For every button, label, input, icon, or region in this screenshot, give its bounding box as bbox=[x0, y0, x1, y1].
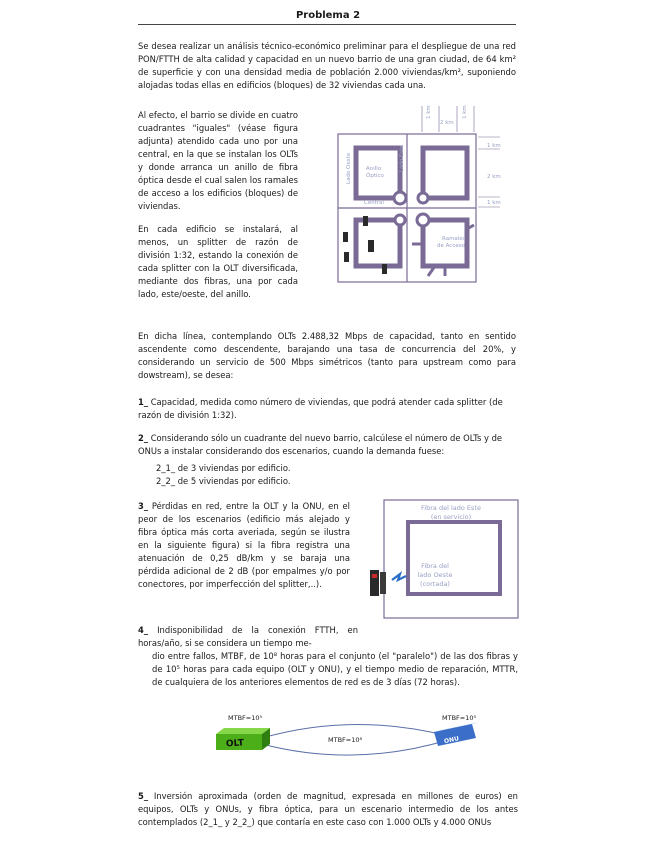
dim-1km-b: 1 km bbox=[462, 105, 468, 119]
label-anillo: Anillo bbox=[366, 166, 382, 172]
label-fibra-oeste-2: lado Oeste bbox=[417, 571, 453, 579]
question-1-number: 1_ bbox=[138, 397, 149, 407]
availability-diagram bbox=[214, 708, 496, 764]
title-rule bbox=[138, 24, 516, 25]
question-4-head bbox=[138, 624, 358, 650]
olt-label: OLT bbox=[225, 738, 245, 750]
question-2-sub-2: 2_2_ de 5 viviendas por edificio. bbox=[156, 476, 291, 486]
label-lado-oeste: Lado Oeste bbox=[346, 152, 352, 184]
label-fibra-este-1: Fibra del lado Este bbox=[421, 504, 481, 512]
question-5-text: Inversión aproximada (orden de magnitud, expresada en millones de euros) en equipos, OLTs y ONUs, y fibra óptica, para un escenario intermedio de los antes contemplados (2_1_ y 2_2_) que contaría en este caso con 1.000 OLTs y 4.000 ONUs bbox=[138, 791, 518, 827]
label-fibra-oeste-3: (cortada) bbox=[420, 580, 450, 588]
question-3-text: Pérdidas en red, entre la OLT y la ONU, en el peor de los escenarios (edificio más alejado y fibra óptica más corta averiada, según se ilustra en la siguiente figura) si la fibra registra una atenuación de 0,25 dB/km y se baraja una pérdida adicional de 2 dB (por empalmes y/o por conectores, por imperfección del splitter,..). bbox=[138, 501, 351, 589]
splitter-paragraph: En cada edificio se instalará, al menos, un splitter de razón de división 1:32, estando la conexión de cada splitter con la OLT diversificada, mediante dos fibras, una por cada lado, este/oeste, del anillo. bbox=[138, 224, 298, 299]
page-title: Problema 2 bbox=[295, 10, 361, 21]
label-central: Central bbox=[364, 200, 385, 206]
dim-1km-right-a: 1 km bbox=[487, 143, 501, 149]
label-optico: Óptico bbox=[366, 173, 384, 179]
dim-1km-a: 1 km bbox=[426, 105, 432, 119]
question-3-number: 3_ bbox=[138, 501, 149, 511]
question-2-sub-1: 2_1_ de 3 viviendas por edificio. bbox=[156, 463, 291, 473]
quadrant-diagram bbox=[330, 104, 522, 290]
question-1 bbox=[138, 396, 516, 422]
dim-1km-right-b: 1 km bbox=[487, 200, 501, 206]
question-3 bbox=[138, 500, 350, 591]
label-fibra-oeste-1: Fibra del bbox=[421, 562, 449, 570]
olt-paragraph: En dicha línea, contemplando OLTs 2.488,32 Mbps de capacidad, tanto en sentido ascendente como descendente, barajando una tasa de concurrencia del 20%, y considerando un servicio de 500 Mbps simétricos (tanto para upstream como para dowstream), se desea: bbox=[138, 331, 516, 380]
label-mtbf-onu: MTBF=10⁵ bbox=[442, 714, 477, 722]
question-2-number: 2_ bbox=[138, 433, 149, 443]
label-ramales: Ramales bbox=[442, 236, 466, 242]
question-5-number: 5_ bbox=[138, 791, 149, 801]
question-4-number: 4_ bbox=[138, 625, 149, 635]
label-mtbf-fiber: MTBF=10⁸ bbox=[328, 736, 363, 744]
dim-2km-right: 2 km bbox=[487, 174, 501, 180]
label-mtbf-olt: MTBF=10⁵ bbox=[228, 714, 263, 722]
question-4-text-b: dio entre fallos, MTBF, de 10⁸ horas para el conjunto (el "paralelo") de las dos fibras y de 10⁵ horas para cada equipo (OLT y ONU), y el tiempo medio de reparación, MTTR, de cualquiera de los anteriores elementos de red es de 3 días (72 horas). bbox=[152, 651, 518, 687]
label-lado-este: Lado Este bbox=[399, 145, 405, 172]
onu-label: ONU bbox=[443, 735, 460, 746]
label-fibra-este-2: (en servicio) bbox=[430, 513, 472, 521]
division-paragraph: Al efecto, el barrio se divide en cuatro cuadrantes "iguales" (véase figura adjunta) atendido cada uno por una central, en la que se instalan los OLTs y donde arranca un anillo de fibra óptica desde el cual salen los ramales de acceso a los edificios (bloques) de viviendas. bbox=[138, 110, 298, 211]
question-1-text: Capacidad, medida como número de viviendas, que podrá atender cada splitter (de razón de división 1:32). bbox=[138, 397, 503, 420]
dim-2km-top: 2 km bbox=[440, 120, 454, 126]
question-2 bbox=[138, 432, 516, 458]
intro-paragraph: Se desea realizar un análisis técnico-económico preliminar para el despliegue de una red PON/FTTH de alta calidad y capacidad en un nuevo barrio de una gran ciudad, de 64 km² de superficie y con una densidad media de población 2.000 viviendas/km², suponiendo alojadas todas ellas en edificios (bloques) de 32 viviendas cada una. bbox=[138, 41, 516, 90]
label-de-acceso: de Acceso bbox=[437, 243, 465, 249]
fiber-cut-diagram bbox=[362, 498, 520, 620]
question-2-text: Considerando sólo un cuadrante del nuevo barrio, calcúlese el número de OLTs y de ONUs a instalar considerando dos escenarios, cuando la demanda fuese: bbox=[138, 433, 503, 456]
question-5 bbox=[138, 790, 518, 829]
question-4-text-a: Indisponibilidad de la conexión FTTH, en horas/año, si se considera un tiempo me- bbox=[138, 625, 359, 648]
